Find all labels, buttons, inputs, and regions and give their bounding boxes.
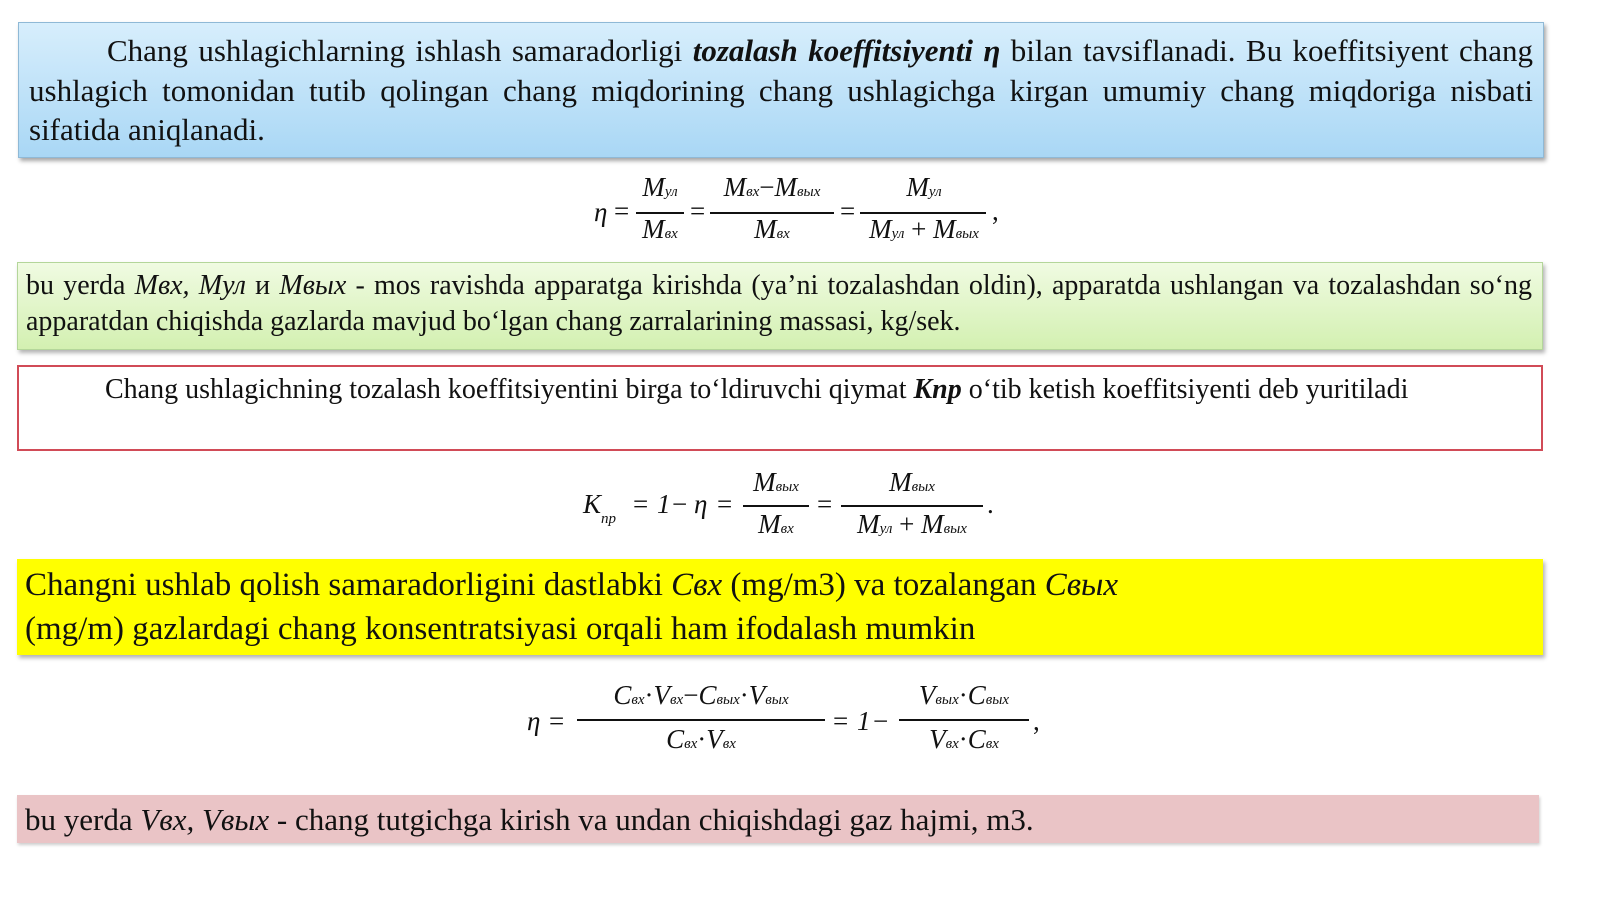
- var-volumes: Vвх, Vвых: [140, 802, 270, 837]
- denominator-M: M: [921, 509, 944, 539]
- K-symbol: K: [583, 489, 602, 519]
- sub-ul: ул: [879, 521, 893, 537]
- variables-box-mass: [17, 262, 1543, 350]
- fraction-bar: [577, 719, 825, 721]
- definition-box-efficiency: [18, 22, 1544, 158]
- eta-symbol: η: [594, 197, 608, 227]
- box4-text-end: (mg/m) gazlardagi chang konsentratsiyasi orqali ham ifodalash mumkin: [25, 610, 976, 647]
- sub-vx: вх: [722, 736, 736, 752]
- equals-sign: =: [817, 489, 833, 519]
- C-symbol: C: [967, 724, 986, 754]
- C-symbol: C: [666, 724, 685, 754]
- sub-vx: вх: [684, 736, 698, 752]
- minus-sign: −: [672, 489, 688, 519]
- sub-vyx: вых: [935, 692, 959, 708]
- C-symbol: C: [698, 680, 717, 710]
- V-symbol: V: [929, 724, 946, 754]
- period: .: [987, 489, 994, 519]
- equals-sign: =: [833, 706, 849, 736]
- separator: и: [245, 270, 280, 301]
- comma: ,: [992, 196, 999, 226]
- V-symbol: V: [706, 724, 723, 754]
- eta-symbol: η: [527, 706, 541, 736]
- formula-concentration: [527, 680, 1047, 764]
- box3-text-end: o‘tib ketish koeffitsiyenti deb yuritiladi: [961, 374, 1409, 405]
- fraction-bar: [841, 505, 983, 507]
- sub-ul: ул: [664, 184, 678, 200]
- separator: ,: [182, 270, 199, 301]
- equals-sign: =: [549, 706, 565, 736]
- fraction-bar: [899, 719, 1029, 721]
- dot-operator: ·: [958, 680, 968, 710]
- dot-operator: ·: [958, 724, 968, 754]
- sub-vx: вх: [945, 736, 959, 752]
- sub-vyx: вых: [955, 226, 979, 242]
- box5-text-start: bu yerda: [25, 802, 141, 837]
- denominator-M: M: [642, 214, 665, 244]
- V-symbol: V: [748, 680, 766, 710]
- denominator-M: M: [869, 214, 892, 244]
- volume-box: [17, 795, 1539, 843]
- sub-vyx: вых: [985, 692, 1010, 708]
- denominator-M: M: [758, 509, 781, 539]
- V-symbol: V: [653, 680, 671, 710]
- denominator-M: M: [933, 214, 956, 244]
- sub-vyx: вых: [716, 692, 740, 708]
- one: 1: [657, 489, 671, 519]
- var-c-vyx: Cвых: [1044, 567, 1119, 603]
- numerator-M: M: [889, 467, 912, 497]
- minus-sign: −: [683, 680, 699, 710]
- comma: ,: [1033, 706, 1040, 736]
- box3-bold-term: Kпр: [913, 374, 962, 405]
- numerator-M: M: [642, 172, 665, 202]
- var-m-ul: Mул: [198, 270, 246, 301]
- equals-sign: =: [717, 489, 733, 519]
- box4-text-start: Changni ushlab qolish samaradorligini dastlabki: [25, 567, 672, 603]
- box4-text-middle: (mg/m3) va tozalangan: [722, 567, 1045, 603]
- dot-operator: ·: [644, 680, 654, 710]
- dot-operator: ·: [697, 724, 707, 754]
- formula-passthrough: [583, 467, 1003, 547]
- box1-bold-term: tozalash koeffitsiyenti η: [692, 33, 1001, 68]
- numerator-M: M: [906, 172, 929, 202]
- sub-vx: вх: [780, 521, 794, 537]
- one: 1: [857, 706, 871, 736]
- numerator-M: M: [723, 172, 747, 202]
- sub-vx: вх: [746, 184, 760, 200]
- box2-text-start: bu yerda: [26, 270, 135, 301]
- sub-vyx: вых: [911, 479, 935, 495]
- equals-sign: =: [840, 196, 856, 226]
- numerator-M: M: [774, 172, 798, 202]
- equals-sign: =: [614, 196, 630, 226]
- sub-vx: вх: [670, 692, 684, 708]
- box3-text-start: Chang ushlagichning tozalash koeffitsiyentini birga to‘ldiruvchi qiymat: [105, 374, 914, 405]
- definition-box-passthrough: [17, 365, 1543, 451]
- sub-vx: вх: [631, 692, 645, 708]
- sub-vyx: вых: [797, 184, 821, 200]
- var-m-vyx: Mвых: [279, 270, 347, 301]
- box5-text-end: - chang tutgichga kirish va undan chiqishdagi gaz hajmi, m3.: [269, 802, 1034, 837]
- var-m-vx: Mвх: [134, 270, 183, 301]
- denominator-M: M: [754, 214, 777, 244]
- formula-efficiency: [590, 172, 1010, 252]
- numerator-M: M: [753, 467, 776, 497]
- C-symbol: C: [967, 680, 986, 710]
- denominator-M: M: [857, 509, 880, 539]
- C-symbol: C: [613, 680, 632, 710]
- sub-vyx: вых: [943, 521, 967, 537]
- box1-text-start: Chang ushlagichlarning ishlash samaradorligi: [107, 33, 693, 68]
- sub-ul: ул: [891, 226, 905, 242]
- sub-vx: вх: [985, 736, 999, 752]
- concentration-box: [17, 559, 1543, 655]
- var-c-vx: Cвх: [671, 567, 723, 603]
- sub-ul: ул: [928, 184, 942, 200]
- sub-vyx: вых: [775, 479, 799, 495]
- dot-operator: ·: [739, 680, 749, 710]
- minus-sign: −: [873, 706, 889, 736]
- equals-sign: =: [633, 489, 649, 519]
- plus-sign: +: [911, 214, 927, 244]
- V-symbol: V: [918, 680, 936, 710]
- equals-sign: =: [690, 196, 706, 226]
- box1-text-end: bilan tavsiflanadi. Bu koeffitsiyent chang ushlagich tomonidan tutib qolingan chang miqdorining chang ushlagichga kirgan umumiy chang miqdoriga nisbati sifatida aniqlanadi.: [29, 33, 1533, 148]
- fraction-bar: [743, 505, 809, 507]
- sub-vx: вх: [776, 226, 790, 242]
- minus-sign: −: [759, 172, 775, 202]
- plus-sign: +: [899, 509, 915, 539]
- sub-vyx: вых: [765, 692, 789, 708]
- sub-pr: пр: [601, 511, 617, 527]
- sub-vx: вх: [664, 226, 678, 242]
- eta-symbol: η: [694, 489, 708, 519]
- box2-text-end: - mos ravishda apparatga kirishda (ya’ni tozalashdan oldin), apparatda ushlangan va tozalashdan so‘ng apparatdan chiqishda gazlarda mavjud bo‘lgan chang zarralarining massasi, kg/sek.: [26, 270, 1533, 337]
